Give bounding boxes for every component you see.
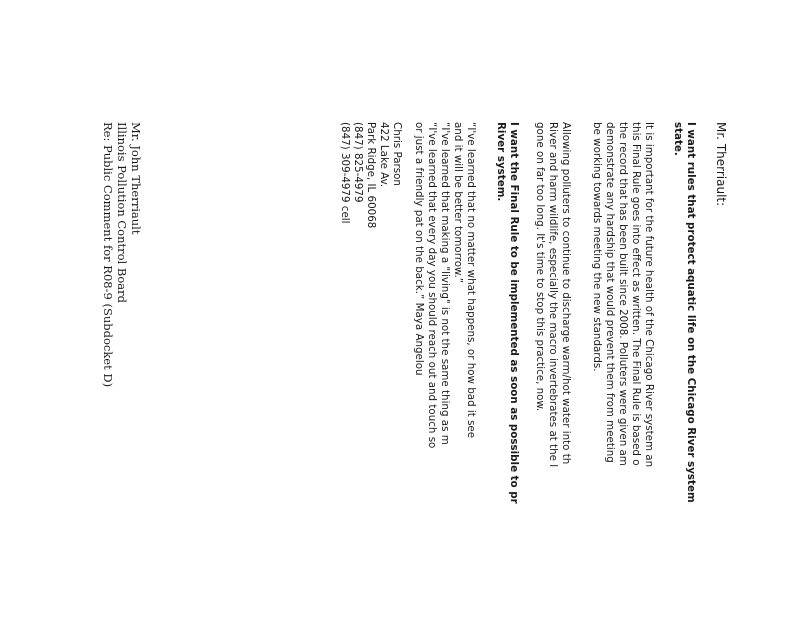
- text-line: demonstrate any hardship that would prevent them from meeting: [604, 122, 616, 463]
- salutation: Mr. Therriault:: [714, 122, 728, 207]
- text-line: gone on far too long. It's time to stop this practice, now.: [534, 122, 546, 412]
- sender-name: Chris Parson: [391, 122, 403, 186]
- sender-phone: (847) 825-4979: [352, 122, 364, 203]
- text-line: and it will be better tomorrow.”: [452, 122, 464, 284]
- text-line: “I've learned that no matter what happens, or how bad it see: [465, 122, 477, 439]
- text-line: “I've learned that making a "living" is not the same thing as m: [439, 122, 451, 445]
- text-line: I want rules that protect aquatic life on the Chicago River system: [685, 122, 697, 503]
- text-line: this Final Rule goes into effect as written. The Final Rule is based o: [630, 122, 642, 466]
- recipient-board: Illinois Pollution Control Board: [115, 122, 129, 303]
- text-line: It is important for the future health of the Chicago River system an: [643, 122, 655, 468]
- sender-cell: (847) 309-4979 cell: [339, 122, 351, 224]
- text-line: I want the Final Rule to be implemented as soon as possible to pr: [508, 122, 520, 504]
- text-line: or just a friendly pat on the back.” Maya Angelou: [413, 122, 425, 376]
- text-line: “I've learned that every day you should reach out and touch so: [426, 122, 438, 449]
- text-line: the record that has been built since 2008. Polluters were given am: [617, 122, 629, 466]
- recipient-name: Mr. John Therriault: [129, 122, 143, 235]
- subject-line: Re: Public Comment for R08-9 (Subdocket D): [101, 122, 115, 388]
- sender-city: Park Ridge, IL 60068: [365, 122, 377, 229]
- text-line: River system.: [495, 122, 507, 202]
- text-line: state.: [672, 122, 684, 156]
- text-line: River and harm wildlife, especially the macro invertebrates at the l: [547, 122, 559, 468]
- rotated-letter: [87, 122, 727, 618]
- sender-street: 422 Lake Av.: [378, 122, 390, 188]
- text-line: be working towards meeting the new standards.: [591, 122, 603, 372]
- text-line: Allowing polluters to continue to discharge warm/hot water into th: [560, 122, 572, 465]
